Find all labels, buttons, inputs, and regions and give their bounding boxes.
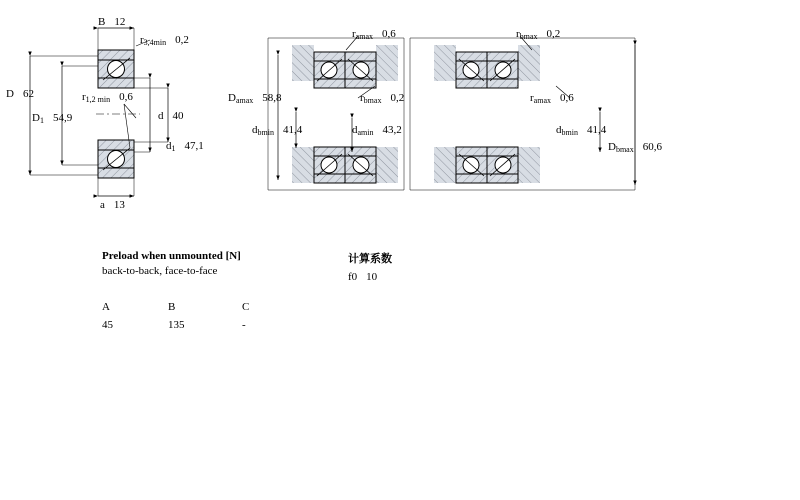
dim-dbmin-mid: $d_{bmin}$ 41,4 bbox=[252, 124, 303, 137]
preload-table bbox=[102, 250, 332, 337]
dim-d: d 40 bbox=[158, 110, 184, 122]
preload-val-C: - bbox=[242, 319, 246, 331]
calc-factor-label: f bbox=[348, 271, 352, 283]
left-bearing-section bbox=[96, 50, 140, 178]
preload-subtitle: back-to-back, face-to-face bbox=[102, 265, 218, 277]
dim-rbmax-right: $r_{bmax}$ 0,2 bbox=[516, 28, 561, 41]
preload-col-B: B bbox=[168, 301, 176, 313]
dim-D: D 62 bbox=[6, 88, 34, 100]
dim-dbmin-right: $d_{bmin}$ 41,4 bbox=[556, 124, 607, 137]
dim-B: B 12 bbox=[98, 16, 126, 28]
preload-val-B: 135 bbox=[168, 319, 185, 331]
preload-title: Preload when unmounted [N] bbox=[102, 250, 241, 262]
calc-factor-value: 10 bbox=[366, 271, 378, 283]
dim-ramax-mid: $r_{amax}$ 0,6 bbox=[352, 28, 396, 41]
middle-bearing-pair bbox=[292, 45, 398, 183]
dim-Dbmax: $D_{bmax}$ 60,6 bbox=[608, 141, 662, 154]
preload-col-C: C bbox=[242, 301, 250, 313]
calc-factor-block bbox=[348, 250, 392, 283]
dim-r34min: $r_{3,4min}$ 0,2 bbox=[140, 34, 189, 47]
dim-ramax-right: $r_{amax}$ 0,6 bbox=[530, 92, 574, 105]
preload-col-A: A bbox=[102, 301, 110, 313]
calc-factor-row bbox=[348, 271, 392, 283]
dim-D1: $D_1$ 54,9 bbox=[32, 112, 73, 125]
dim-r12min: $r_{1,2 min}$ 0,6 bbox=[82, 91, 133, 104]
dim-a: a 13 bbox=[100, 199, 125, 211]
dim-Damax: $D_{amax}$ 58,8 bbox=[228, 92, 282, 105]
preload-val-A: 45 bbox=[102, 319, 113, 331]
dim-d1: $d_1$ 47,1 bbox=[166, 140, 204, 153]
dim-rbmax-mid: $r_{bmax}$ 0,2 bbox=[360, 92, 405, 105]
calc-factor-label-sub: 0 bbox=[351, 271, 358, 283]
right-bearing-pair bbox=[434, 45, 540, 183]
calc-factor-title: 计算系数 bbox=[348, 252, 392, 265]
dim-damin: $d_{amin}$ 43,2 bbox=[352, 124, 402, 137]
